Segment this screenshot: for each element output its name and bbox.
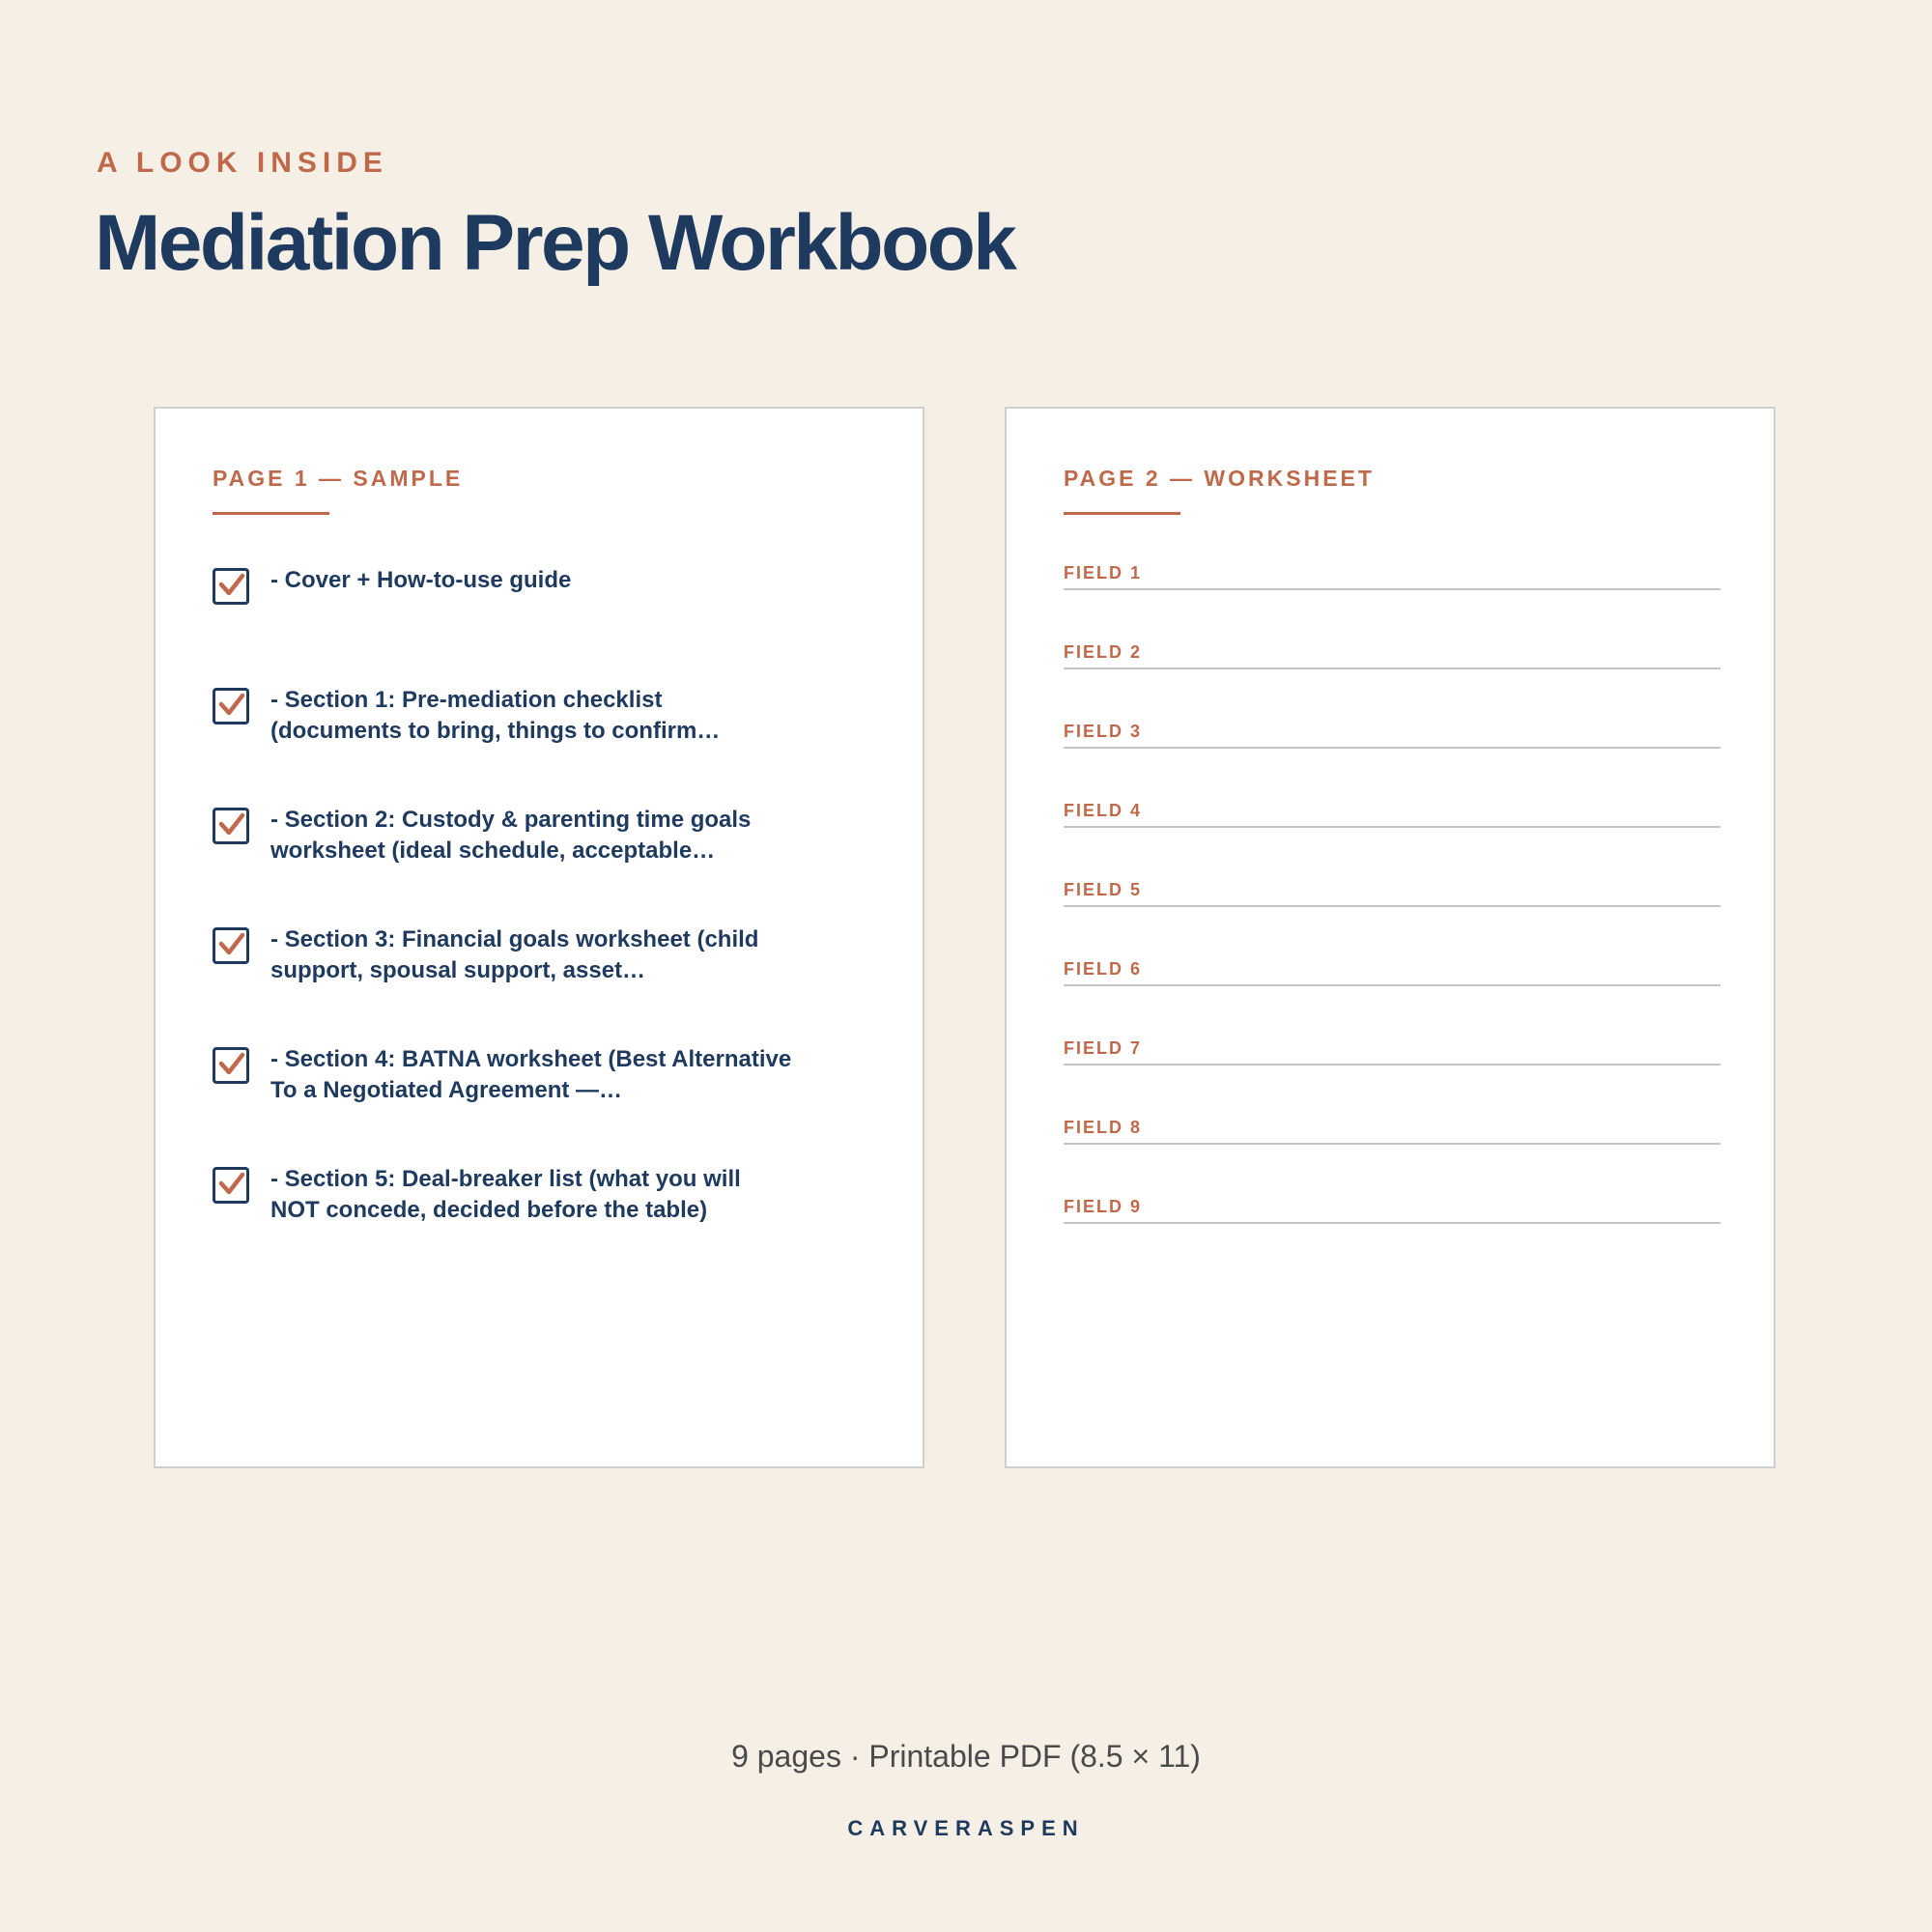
- field-line: [1064, 1222, 1720, 1224]
- field-line: [1064, 1064, 1720, 1065]
- page-2-preview: [1005, 407, 1776, 1468]
- checklist-item: [213, 924, 869, 1044]
- field-label: FIELD 8: [1064, 1118, 1143, 1137]
- worksheet-field[interactable]: [1064, 640, 1720, 720]
- heading-underline: [1064, 512, 1180, 515]
- worksheet-field[interactable]: [1064, 1037, 1720, 1116]
- checklist: [213, 565, 869, 1284]
- checklist-item-text: - Section 3: Financial goals worksheet (child support, spousal support, asset…: [270, 926, 759, 983]
- brand-name: CARVERASPEN: [847, 1816, 1085, 1840]
- checklist-item: [213, 805, 869, 924]
- worksheet-field[interactable]: [1064, 561, 1720, 640]
- field-label: FIELD 2: [1064, 642, 1143, 662]
- field-label: FIELD 5: [1064, 880, 1143, 899]
- field-label: FIELD 3: [1064, 722, 1143, 741]
- field-label: FIELD 6: [1064, 959, 1143, 979]
- worksheet-field[interactable]: [1064, 1116, 1720, 1195]
- worksheet-field[interactable]: [1064, 957, 1720, 1037]
- checklist-item: [213, 565, 869, 685]
- worksheet-field[interactable]: [1064, 878, 1720, 957]
- page-1-preview: [154, 407, 924, 1468]
- checklist-item-text: - Section 1: Pre-mediation checklist (documents to bring, things to confirm…: [270, 687, 721, 744]
- page-1-heading: PAGE 1 — SAMPLE: [213, 466, 464, 491]
- checklist-item: [213, 1164, 869, 1284]
- field-line: [1064, 1143, 1720, 1145]
- product-details: 9 pages · Printable PDF (8.5 × 11): [731, 1739, 1201, 1774]
- checkbox-checked-icon[interactable]: [213, 808, 249, 844]
- checkbox-checked-icon[interactable]: [213, 1167, 249, 1204]
- field-label: FIELD 1: [1064, 563, 1143, 582]
- worksheet-field[interactable]: [1064, 799, 1720, 878]
- checklist-item-text: - Section 5: Deal-breaker list (what you will NOT concede, decided before the table): [270, 1166, 741, 1223]
- heading-underline: [213, 512, 329, 515]
- worksheet-field[interactable]: [1064, 1195, 1720, 1274]
- field-label: FIELD 9: [1064, 1197, 1143, 1216]
- worksheet-fields: [1064, 561, 1720, 1274]
- checklist-item-text: - Cover + How-to-use guide: [270, 567, 572, 593]
- eyebrow-label: A LOOK INSIDE: [97, 147, 388, 179]
- checkbox-checked-icon[interactable]: [213, 1047, 249, 1084]
- checklist-item: [213, 1044, 869, 1164]
- field-line: [1064, 588, 1720, 590]
- page-title: Mediation Prep Workbook: [95, 199, 1015, 287]
- checkbox-checked-icon[interactable]: [213, 927, 249, 964]
- worksheet-field[interactable]: [1064, 720, 1720, 799]
- page-2-heading: PAGE 2 — WORKSHEET: [1064, 466, 1375, 491]
- field-line: [1064, 984, 1720, 986]
- checklist-item-text: - Section 2: Custody & parenting time goals worksheet (ideal schedule, acceptable…: [270, 807, 752, 864]
- checklist-item-text: - Section 4: BATNA worksheet (Best Alternative To a Negotiated Agreement —…: [270, 1046, 792, 1103]
- checklist-item: [213, 685, 869, 805]
- field-label: FIELD 7: [1064, 1038, 1143, 1058]
- field-label: FIELD 4: [1064, 801, 1143, 820]
- field-line: [1064, 747, 1720, 749]
- field-line: [1064, 668, 1720, 669]
- field-line: [1064, 826, 1720, 828]
- field-line: [1064, 905, 1720, 907]
- checkbox-checked-icon[interactable]: [213, 568, 249, 605]
- checkbox-checked-icon[interactable]: [213, 688, 249, 724]
